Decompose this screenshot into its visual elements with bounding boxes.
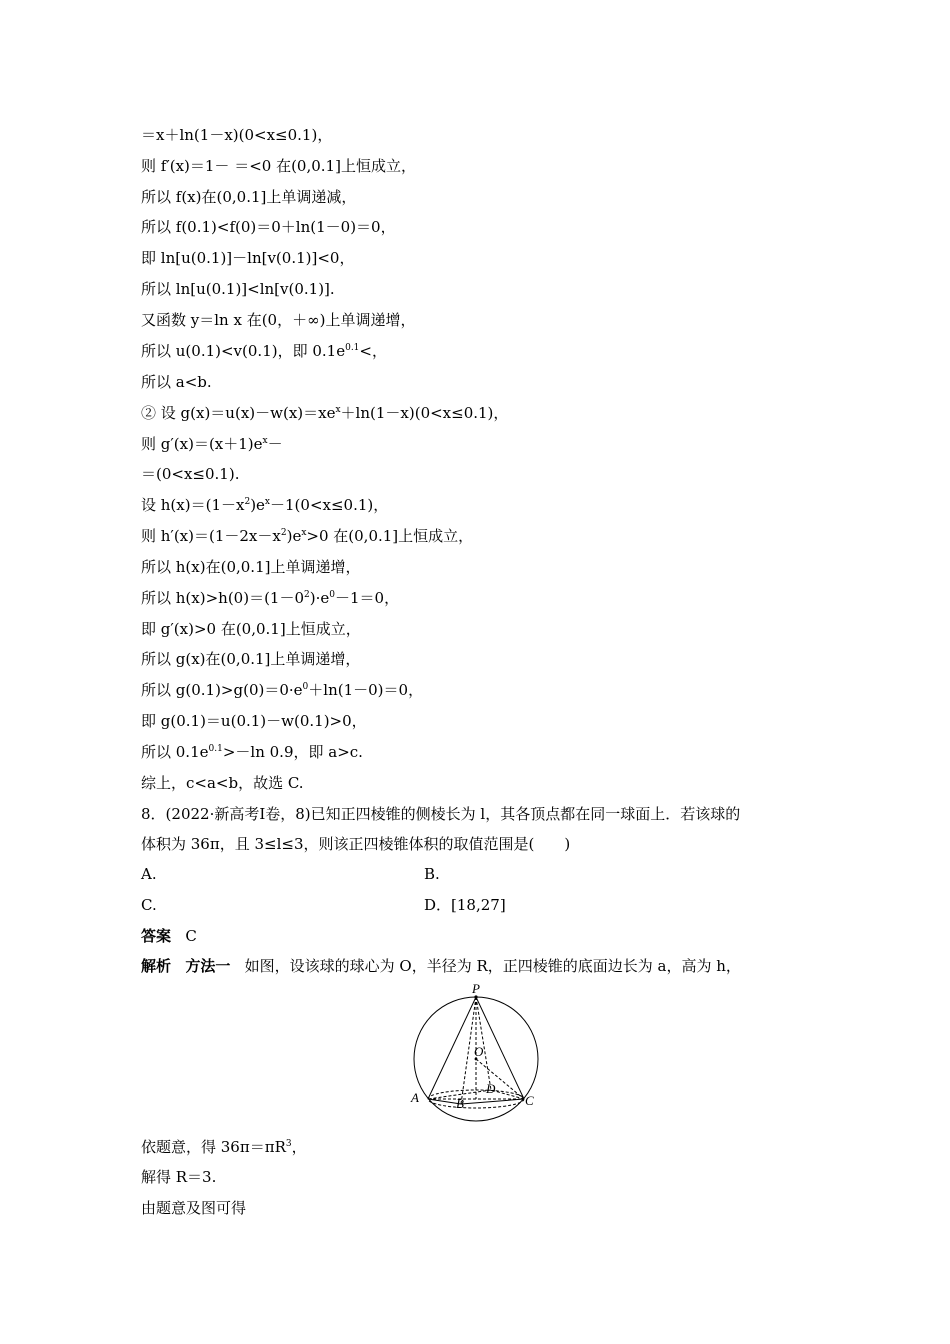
analysis-text: 如图，设该球的球心为 O，半径为 R，正四棱锥的底面边长为 a，高为 h， [244,957,741,975]
question-stem: 8．(2022·新高考Ⅰ卷，8)已知正四棱锥的侧棱长为 l，其各顶点都在同一球面上．若该球的 [141,805,741,823]
solution-line: 所以 $0.1e^{0.1}>-\ln$ 0.9，即 a>c. [141,743,363,761]
solution-line: 所以 f(x)在(0,0.1]上单调递减， [141,188,357,206]
solution-line: 则 $h'(x)=(1-2x-x^2)e^x>0$ 在(0,0.1]上恒成立， [141,527,474,545]
solution-line: 设 $h(x)=(1-x^2)e^x-1(0<x\le 0.1)$， [141,496,389,514]
analysis-method: 方法一 [185,957,231,975]
solution-line: 即 g(0.1)＝u(0.1)－w(0.1)>0， [141,712,367,730]
label-d: D [486,1081,496,1096]
solution-line: 由题意及图可得 [141,1199,247,1217]
solution-line: 所以 ln[u(0.1)]<ln[v(0.1)]. [141,280,335,298]
solution-line: 又函数 y＝ln x 在(0，＋∞)上单调递增， [141,311,416,329]
answer-value: C [185,927,197,945]
solution-line: 依题意，得 $36\pi=\pi R^3$， [141,1138,307,1156]
analysis-label: 解析 [141,957,172,975]
solution-line: ＝(0<x≤0.1). [141,465,240,483]
solution-line: 所以 a<b. [141,373,212,391]
analysis-line [141,956,741,976]
label-c: C [525,1093,534,1108]
solution-line: 则 f′(x)＝1－ ＝<0 在(0,0.1]上恒成立， [141,157,416,175]
solution-line: 综上，c<a<b，故选 C. [141,774,304,792]
edge-bc [461,1099,524,1104]
option-b: B. [424,865,440,883]
question-stem: 体积为 36π，且 3≤l≤3，则该正四棱锥体积的取值范围是( ) [141,835,571,853]
solution-line: 则 $g'(x)=(x+1)e^x-$ [141,435,283,453]
solution-line: 所以 u(0.1)<v(0.1)，即 $0.1e^{0.1}<$， [141,342,387,360]
label-b: B [456,1096,464,1111]
solution-line: 即 g′(x)>0 在(0,0.1]上恒成立， [141,620,361,638]
label-a: A [411,1090,419,1105]
label-p: P [472,981,480,996]
solution-line: 即 ln[u(0.1)]－ln[v(0.1)]<0， [141,249,355,267]
solution-line: 解得 R＝3. [141,1168,217,1186]
solution-line: 所以 $h(x)>h(0)=(1-0^2)\cdot e^0-1=0$， [141,589,400,607]
sphere-pyramid-figure [406,980,546,1125]
solution-line: ＝x＋ln(1－x)(0<x≤0.1)， [141,126,333,144]
solution-line: 所以 h(x)在(0,0.1]上单调递增， [141,558,361,576]
option-a: A. [141,865,157,883]
solution-line: 所以 $g(0.1)>g(0)=0\cdot e^0+\ln(1-0)=0$， [141,681,424,699]
answer-label: 答案 [141,927,172,945]
label-o: O [474,1044,484,1059]
solution-line: 所以 g(x)在(0,0.1]上单调递增， [141,650,361,668]
solution-line: 所以 f(0.1)<f(0)＝0＋ln(1－0)＝0， [141,218,396,236]
option-c: C. [141,896,157,914]
answer-line [141,926,197,946]
solution-line: ② 设 $g(x)=u(x)-w(x)=xe^x+\ln(1-x)(0<x\le 0.1)$， [141,404,509,422]
radius-oc [476,1059,524,1099]
option-d: D．[18,27] [424,896,506,914]
